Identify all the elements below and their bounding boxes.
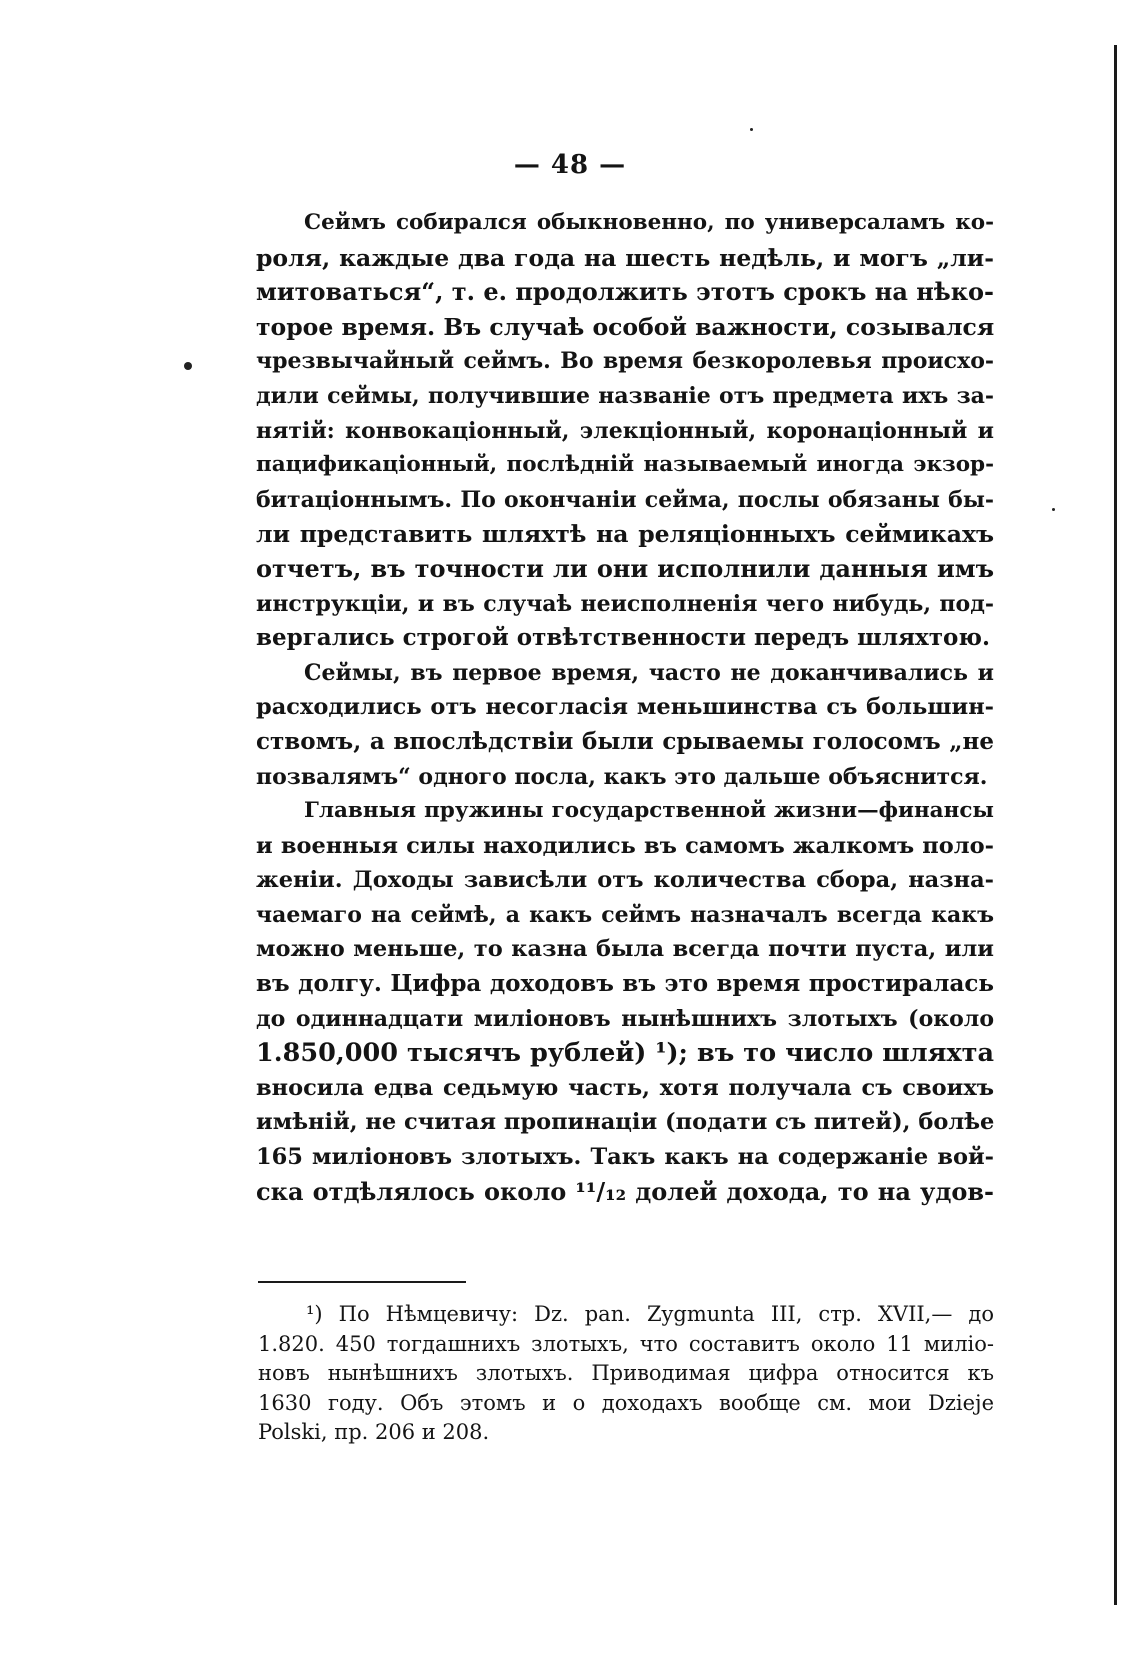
footnote — [258, 1300, 994, 1448]
page-edge-line — [1114, 45, 1117, 1605]
text-line: нятій: конвокаціонный, элекціонный, коронаціонный и — [256, 417, 994, 444]
footnote-line: Polski, пр. 206 и 208. — [258, 1420, 490, 1444]
page-number: — 48 — — [513, 150, 627, 180]
text-line: ска отдѣлялось около ¹¹/₁₂ долей дохода, то на удов- — [256, 1176, 994, 1206]
text-line: роля, каждые два года на шесть недѣль, и могъ „ли- — [256, 243, 994, 272]
text-line: пацификаціонный, послѣдній называемый иногда экзор- — [256, 452, 994, 478]
text-line: Сеймъ собирался обыкновенно, по универсаламъ ко- — [304, 210, 994, 235]
footnote-line: 1630 году. Объ этомъ и о доходахъ вообще см. мои Dzieje — [258, 1390, 994, 1415]
paragraph — [256, 794, 994, 1209]
text-line: вергались строгой отвѣтственности передъ шляхтою. — [256, 624, 990, 652]
footnote-line: 1.820. 450 тогдашнихъ злотыхъ, что составитъ около 11 миліо- — [258, 1331, 994, 1356]
text-line: митоваться“, т. е. продолжить этотъ срокъ на нѣко- — [256, 277, 995, 307]
footnote-divider — [258, 1281, 466, 1283]
text-line: чаемаго на сеймѣ, а какъ сеймъ назначалъ всегда какъ — [256, 901, 994, 928]
text-line: чрезвычайный сеймъ. Во время безкоролевья происхо- — [256, 348, 994, 375]
text-line: Сеймы, въ первое время, часто не доканчивались и — [304, 659, 994, 686]
paragraph — [256, 206, 994, 656]
body-text — [256, 206, 994, 1209]
text-line: имѣній, не считая пропинаціи (подати съ питей), болѣе — [256, 1109, 995, 1136]
text-line: 165 миліоновъ злотыхъ. Такъ какъ на содержаніе вой- — [256, 1144, 994, 1171]
text-line: ли представить шляхтѣ на реляціонныхъ сеймикахъ — [256, 520, 994, 549]
text-line: битаціоннымъ. По окончаніи сейма, послы обязаны бы- — [256, 486, 994, 513]
text-line: дили сеймы, получившие названіе отъ предмета ихъ за- — [256, 382, 994, 409]
text-line: можно меньше, то казна была всегда почти пуста, или — [256, 936, 994, 963]
text-line: до одиннадцати миліоновъ нынѣшнихъ злотыхъ (около — [256, 1005, 994, 1032]
text-line: Главныя пружины государственной жизни—финансы — [304, 798, 994, 824]
text-line: 1.850,000 тысячъ рублей) ¹); въ то число шляхта — [256, 1038, 994, 1069]
text-line: въ долгу. Цифра доходовъ въ это время простиралась — [256, 970, 994, 998]
text-line: инструкціи, и въ случаѣ неисполненія чего нибудь, под- — [256, 590, 994, 617]
text-line: вносила едва седьмую часть, хотя получала съ своихъ — [256, 1074, 994, 1101]
paragraph — [256, 656, 994, 794]
footnote-line: новъ нынѣшнихъ злотыхъ. Приводимая цифра относится къ — [258, 1361, 994, 1385]
text-line: женіи. Доходы зависѣли отъ количества сбора, назна- — [256, 867, 994, 894]
footnote-line: ¹) По Нѣмцевичу: Dz. pan. Zygmunta III, стр. XVII,— до — [306, 1302, 994, 1326]
margin-speck — [1052, 508, 1055, 511]
text-line: отчетъ, въ точности ли они исполнили данныя имъ — [256, 553, 994, 583]
margin-dot — [184, 362, 192, 370]
text-line: и военныя силы находились въ самомъ жалкомъ поло- — [256, 832, 994, 859]
text-line: торое время. Въ случаѣ особой важности, созывался — [256, 312, 995, 341]
text-line: ствомъ, а впослѣдствіи были срываемы голосомъ „не — [256, 727, 994, 755]
text-line: расходились отъ несогласія меньшинства съ большин- — [256, 694, 994, 721]
text-line: позвалямъ“ одного посла, какъ это дальше объяснится. — [256, 763, 988, 790]
margin-speck — [750, 128, 753, 131]
